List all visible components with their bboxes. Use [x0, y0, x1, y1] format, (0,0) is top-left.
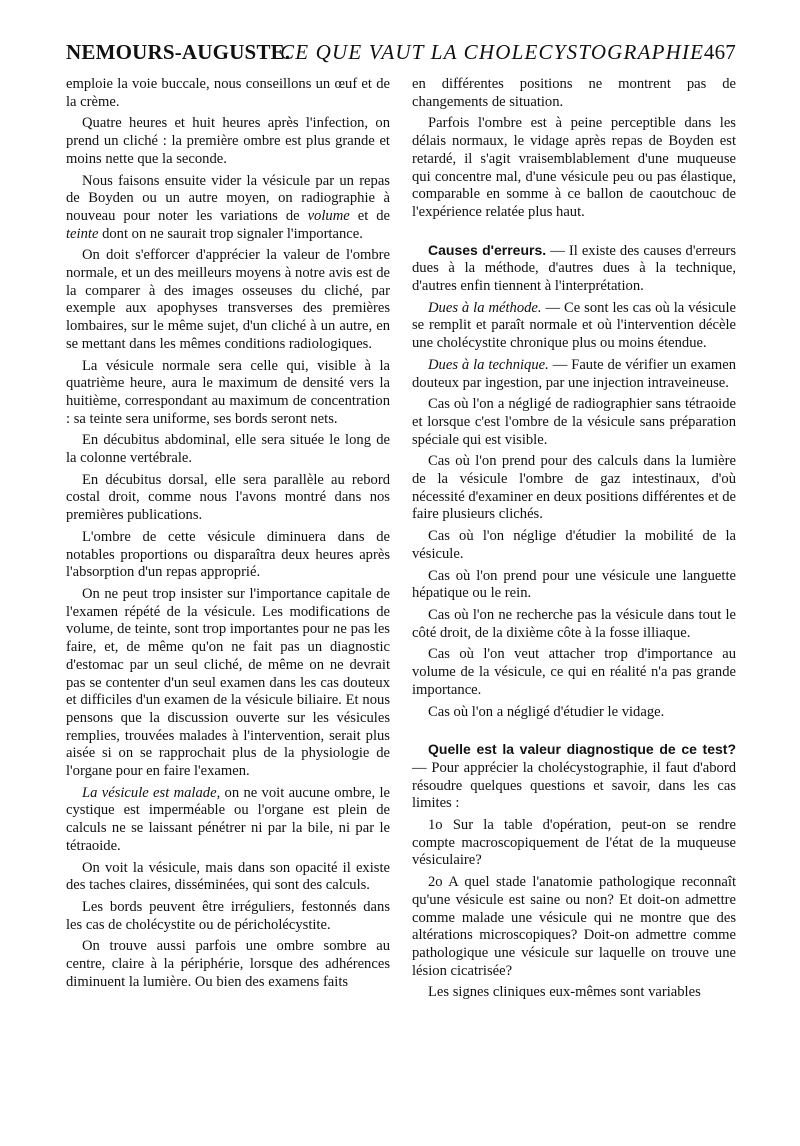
paragraph: Cas où l'on a négligé d'étudier le vidage.: [428, 703, 665, 720]
paragraph: Quatre heures et huit heures après l'infection, on prend un cliché : la première ombre est plus grande et moins nette que la seconde.: [66, 115, 390, 167]
section-heading: Quelle est la valeur diagnostique de ce test?: [428, 741, 736, 758]
paragraph: 2o A quel stade l'anatomie pathologique reconnaît qu'une vésicule est saine ou non? Et doit-on admettre comme malade une vésicule qui ne montre que des altérations microscopiques? Doit-on admettre comme pathologique une vésicule sur laquelle on trouve une lésion cicatrisée?: [412, 874, 736, 979]
section-heading: Causes d'erreurs.: [428, 241, 547, 258]
paragraph: emploie la voie buccale, nous conseillons un œuf et de la crème.: [66, 76, 390, 110]
paragraph: en différentes positions ne montrent pas de changements de situation.: [412, 76, 736, 110]
page-number: 467: [703, 40, 736, 64]
paragraph: La vésicule est malade, on ne voit aucune ombre, le cystique est imperméable ou l'organe est plein de calculs ne se laissant pénétrer ni par la bile, ni par le tétraoide.: [66, 784, 391, 854]
paragraph: On voit la vésicule, mais dans son opacité il existe des taches claires, disséminées, qui sont des calculs.: [66, 859, 390, 894]
left-column: [66, 76, 390, 995]
paragraph: En décubitus dorsal, elle sera parallèle au rebord costal droit, comme nous l'avons montré dans nos premières publications.: [66, 471, 390, 524]
paragraph: Cas où l'on a négligé de radiographier sans tétraoide et lorsque c'est l'ombre de la vésicule sans préparation spéciale qui est visible.: [412, 396, 736, 448]
paragraph: Dues à la méthode. — Ce sont les cas où la vésicule se remplit et paraît normale et où l'intervention décèle une cholécystite chronique plus ou moins étendue.: [412, 299, 736, 352]
paragraph: Les bords peuvent être irréguliers, festonnés dans les cas de cholécystite ou de péricholécystite.: [66, 898, 390, 933]
paragraph: La vésicule normale sera celle qui, visible à la quatrième heure, aura le maximum de densité vers la huitième, correspondant au maximum de concentration : sa teinte sera uniforme, ses bords seront nets.: [66, 357, 390, 427]
right-column: [412, 76, 736, 1006]
section-valeur-diagnostique: Quelle est la valeur diagnostique de ce test? — Pour apprécier la cholécystographie, il faut d'abord résoudre quelques questions et savoir, dans les cas limites :: [412, 741, 736, 812]
paragraph: Les signes cliniques eux-mêmes sont variables: [428, 984, 701, 1001]
paragraph: Cas où l'on veut attacher trop d'importance au volume de la vésicule, ce qui en réalité n'a pas grande importance.: [412, 646, 736, 698]
header-title: CE QUE VAUT LA CHOLECYSTOGRAPHIE: [280, 40, 705, 64]
paragraph: Parfois l'ombre est à peine perceptible dans les délais normaux, le vidage après repas de Boyden est retardé, il s'agit vraisemblablement d'une muqueuse qui concentre mal, d'une vésicule peu ou pas élastique, comparable en somme à ce ballon de caoutchouc de l'expérience relatée plus haut.: [412, 115, 736, 220]
paragraph: L'ombre de cette vésicule diminuera dans de notables proportions ou disparaîtra deux heures après l'absorption d'un repas approprié.: [66, 528, 390, 581]
paragraph: On doit s'efforcer d'apprécier la valeur de l'ombre normale, et un des meilleurs moyens à notre avis est de la comparer à des images osseuses du cliché, par exemple aux apophyses transverses des premières lombaires, sur le même sujet, d'un cliché à un autre, en se mettant dans les mêmes conditions radiologiques.: [66, 247, 390, 352]
paragraph: Cas où l'on prend pour des calculs dans la lumière de la vésicule l'ombre de gaz intestinaux, d'où nécessité d'examiner en deux positions différentes et de faire plusieurs clichés.: [412, 453, 736, 523]
paragraph: En décubitus abdominal, elle sera située le long de la colonne vertébrale.: [66, 432, 390, 467]
paragraph: Cas où l'on prend pour une vésicule une languette hépatique ou le rein.: [412, 567, 736, 602]
paragraph: On trouve aussi parfois une ombre sombre au centre, claire à la périphérie, lorsque des adhérences diminuent la lumière. Ou bien des examens faits: [66, 938, 390, 990]
paragraph: Dues à la technique. — Faute de vérifier un examen douteux par ingestion, par une injection intraveineuse.: [412, 356, 736, 391]
paragraph: 1o Sur la table d'opération, peut-on se rendre compte macroscopiquement de l'état de la muqueuse vésiculaire?: [412, 817, 736, 869]
paragraph: Cas où l'on néglige d'étudier la mobilité de la vésicule.: [412, 528, 736, 562]
paragraph: Cas où l'on ne recherche pas la vésicule dans tout le côté droit, de la dixième côte à la fosse illiaque.: [412, 606, 736, 641]
section-causes-erreurs: Causes d'erreurs. — Il existe des causes d'erreurs dues à la méthode, d'autres dues à la technique, d'autres enfin tiennent à l'interprétation.: [412, 241, 736, 295]
header-author: NEMOURS-AUGUSTE.: [66, 40, 291, 64]
paragraph: Nous faisons ensuite vider la vésicule par un repas de Boyden ou un autre moyen, on radiographie à nouveau pour noter les variations de volume et de teinte dont on ne saurait trop signaler l'importance.: [66, 172, 390, 242]
running-header: [66, 40, 736, 74]
paragraph: On ne peut trop insister sur l'importance capitale de l'examen répété de la vésicule. Les modifications de volume, de teinte, sont trop importantes pour ne pas les faire, et, de même qu'on ne fait pas un diagnostic d'estomac par un seul cliché, de même on ne devrait pas se contenter d'un seul examen dans les cas douteux et difficiles d'un examen de la vésicule biliaire. Et nous pensons que la discussion ouverte sur les vésicules remplies, trouvées malades à l'intervention, serait plus aisée si on se rapprochait plus de la physiologie de l'organe pour en faire l'examen.: [66, 585, 390, 780]
